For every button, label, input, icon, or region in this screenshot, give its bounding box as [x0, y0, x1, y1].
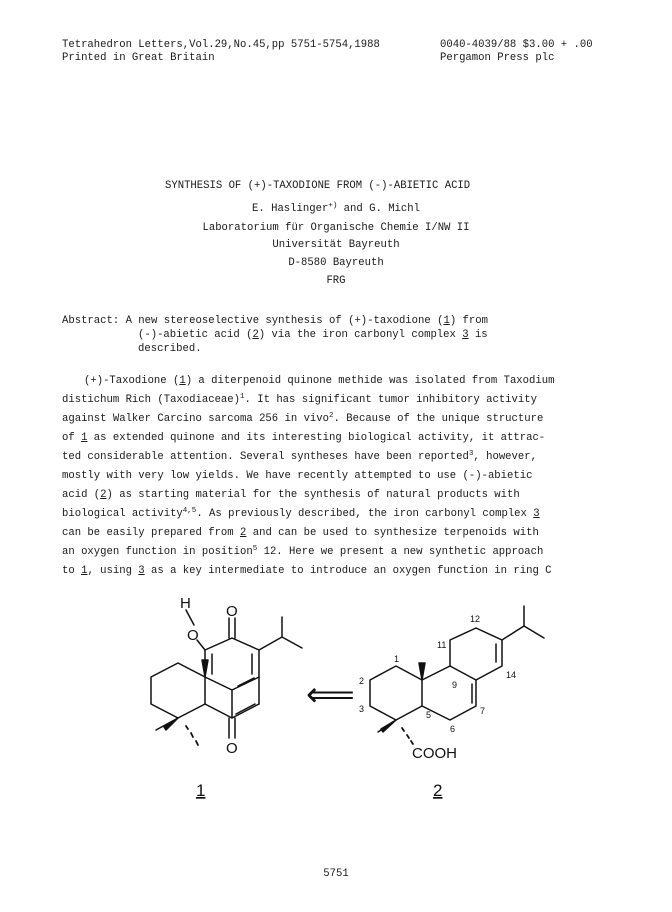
author-1: E. Haslinger — [252, 203, 329, 215]
affiliation-line-4: FRG — [326, 275, 346, 287]
body-text: , using — [87, 565, 139, 577]
body-text: as extended quinone and its interesting biological activity, it attrac- — [87, 432, 546, 444]
page-number: 5751 — [323, 868, 349, 880]
body-text: an oxygen function in position — [62, 546, 253, 558]
atom-h: H — [180, 595, 191, 612]
body-text: against Walker Carcino sarcoma 256 in vivo — [62, 413, 330, 425]
reference-mark: 2 — [329, 412, 334, 420]
abstract-text: A new stereoselective synthesis of (+)-taxodione ( — [119, 315, 444, 327]
body-text: can be easily prepared from — [62, 527, 241, 539]
taxodione-structure — [151, 610, 302, 745]
body-text: ted considerable attention. Several syntheses have been reported — [62, 451, 469, 463]
body-text: ) a diterpenoid quinone methide was isolated from Taxodium — [185, 375, 555, 387]
body-line-10 — [62, 545, 622, 560]
compound-ref-1: 1 — [81, 432, 88, 444]
affiliation-line-2: Universität Bayreuth — [272, 239, 400, 251]
atom-o-hydroxyl: O — [187, 627, 199, 644]
issn-price: 0040-4039/88 $3.00 + .00 — [440, 39, 593, 51]
abietic-acid-structure — [370, 606, 544, 744]
abstract-line-2 — [138, 328, 488, 343]
body-text: acid ( — [62, 489, 101, 501]
atom-number-7: 7 — [480, 706, 486, 716]
body-text: . As previously described, the iron carbonyl complex — [196, 508, 534, 520]
compound-label-2: 2 — [433, 781, 443, 800]
atom-number-2: 2 — [359, 676, 365, 686]
reference-mark: 3 — [468, 450, 474, 458]
compound-ref-1: 1 — [443, 315, 450, 327]
body-text: 12. Here we present a new synthetic approach — [257, 546, 544, 558]
compound-ref-1: 1 — [179, 375, 186, 387]
compound-ref-1: 1 — [81, 565, 88, 577]
reference-mark: 1 — [240, 393, 245, 401]
atom-number-3: 3 — [359, 704, 365, 714]
body-text: ) as starting material for the synthesis of natural products with — [106, 489, 520, 501]
compound-ref-3: 3 — [462, 329, 469, 341]
abstract-line-3: described. — [138, 343, 202, 355]
body-line-9 — [62, 526, 622, 541]
body-text: . Because of the unique structure — [333, 413, 544, 425]
abstract-label: Abstract: — [62, 315, 120, 327]
abstract-line-1 — [62, 314, 488, 329]
author-1-footnote-mark: +) — [328, 202, 338, 210]
body-line-5 — [62, 450, 622, 465]
body-text: of — [62, 432, 82, 444]
body-line-4 — [62, 431, 622, 446]
atom-number-5: 5 — [426, 710, 432, 720]
compound-ref-3: 3 — [138, 565, 145, 577]
paper-title: SYNTHESIS OF (+)-TAXODIONE FROM (-)-ABIETIC ACID — [165, 180, 471, 192]
body-text: and can be used to synthesize terpenoids with — [246, 527, 539, 539]
body-line-1 — [84, 374, 644, 389]
reference-mark: 4,5 — [182, 507, 197, 515]
atom-number-6: 6 — [450, 724, 456, 734]
affiliation-line-3: D-8580 Bayreuth — [288, 257, 384, 269]
compound-label-1: 1 — [196, 781, 206, 800]
body-text: distichum Rich (Taxodiaceae) — [62, 394, 241, 406]
abstract-text: is — [468, 329, 488, 341]
authors-and: and — [337, 203, 370, 215]
compound-ref-2: 2 — [240, 527, 247, 539]
authors — [0, 202, 672, 217]
atom-o-top: O — [226, 603, 238, 620]
body-line-3 — [62, 412, 622, 427]
reference-mark: 5 — [252, 545, 258, 553]
body-text: biological activity — [62, 508, 183, 520]
body-text: as a key intermediate to introduce an oxygen function in ring C — [144, 565, 552, 577]
body-line-7 — [62, 488, 622, 503]
body-text: , however, — [473, 451, 537, 463]
compound-ref-2: 2 — [252, 329, 259, 341]
affiliation-line-1: Laboratorium für Organische Chemie I/NW II — [202, 222, 470, 234]
atom-number-9: 9 — [452, 680, 458, 690]
abstract-text: ) from — [449, 315, 488, 327]
atom-number-14: 14 — [506, 670, 517, 680]
body-text: to — [62, 565, 82, 577]
body-text: (+)-Taxodione ( — [84, 375, 180, 387]
printed-location: Printed in Great Britain — [62, 52, 215, 64]
body-line-8 — [62, 507, 622, 522]
atom-o-bottom: O — [226, 740, 238, 757]
author-2: G. Michl — [369, 203, 420, 215]
publisher: Pergamon Press plc — [440, 52, 555, 64]
cooh-group: COOH — [412, 745, 457, 762]
atom-number-1: 1 — [394, 654, 400, 664]
atom-number-11: 11 — [437, 640, 447, 650]
compound-ref-3: 3 — [533, 508, 540, 520]
body-line-11 — [62, 564, 622, 579]
reaction-arrow: ⟸ — [306, 676, 355, 714]
body-line-2 — [62, 393, 622, 408]
atom-number-12: 12 — [470, 614, 481, 624]
compound-ref-2: 2 — [100, 489, 107, 501]
journal-citation: Tetrahedron Letters,Vol.29,No.45,pp 5751-5754,1988 — [62, 39, 380, 51]
body-text: . It has significant tumor inhibitory activity — [244, 394, 537, 406]
abstract-text: ) via the iron carbonyl complex — [258, 329, 463, 341]
abstract-text: (-)-abietic acid ( — [138, 329, 253, 341]
reaction-scheme-figure — [0, 590, 672, 820]
body-line-6: mostly with very low yields. We have recently attempted to use (-)-abietic — [62, 470, 533, 482]
